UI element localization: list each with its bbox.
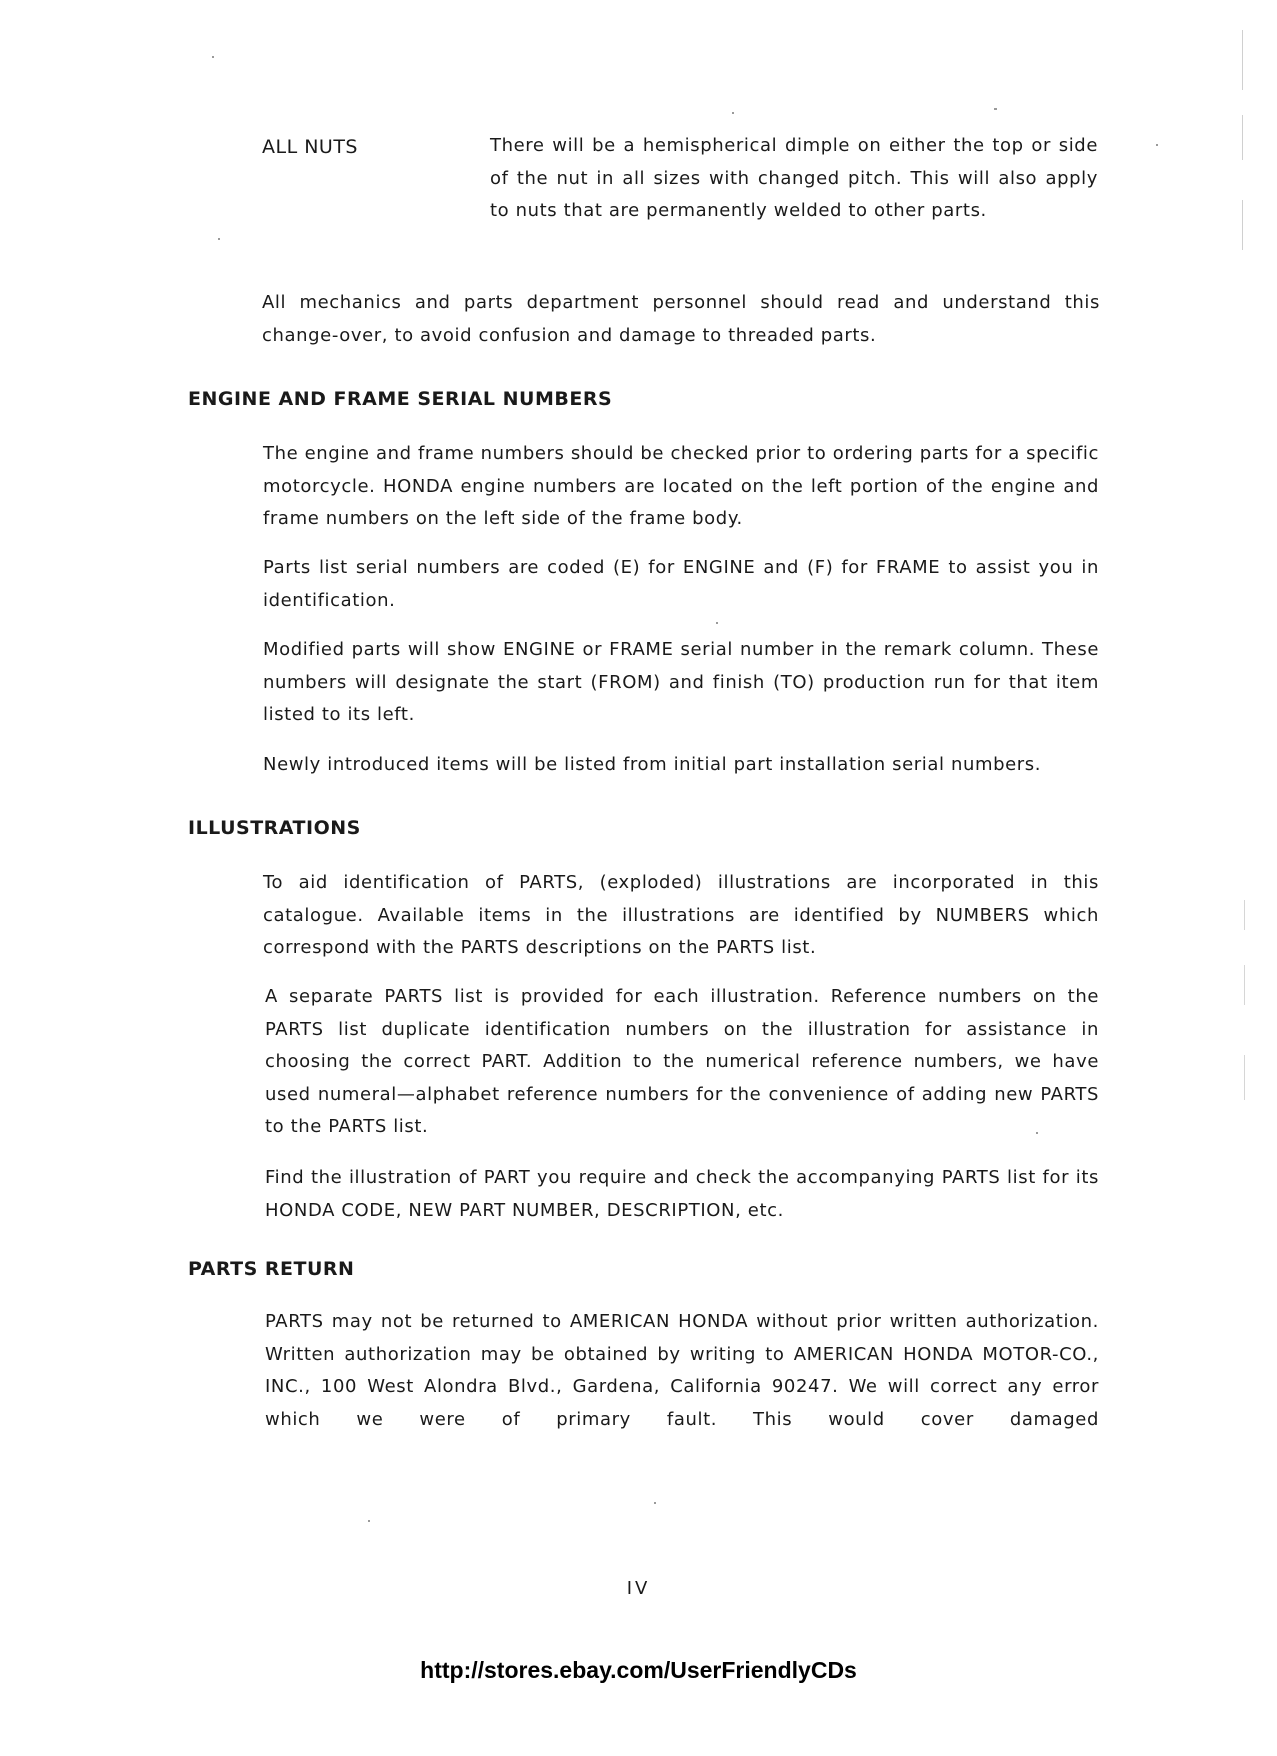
page-number: IV — [626, 1578, 651, 1599]
scan-edge-mark — [1244, 900, 1245, 930]
engine-frame-heading: ENGINE AND FRAME SERIAL NUMBERS — [188, 388, 613, 410]
scan-edge-mark — [1244, 965, 1245, 1005]
scan-edge-mark — [1244, 1055, 1245, 1100]
engine-frame-paragraph-3: Modified parts will show ENGINE or FRAME serial number in the remark column. These numbers will designate the start (FROM) and finish (TO) production run for that item listed to its left. — [263, 639, 1099, 725]
engine-frame-paragraph-1: The engine and frame numbers should be checked prior to ordering parts for a specific motorcycle. HONDA engine numbers are located on the left portion of the engine and frame numbers on the left side of the frame body. — [263, 443, 1099, 529]
scan-speck — [368, 1520, 370, 1522]
footer-url[interactable]: http://stores.ebay.com/UserFriendlyCDs — [420, 1657, 857, 1683]
engine-frame-paragraph-4: Newly introduced items will be listed from initial part installation serial numbers. — [263, 754, 1042, 775]
scan-speck — [716, 622, 718, 624]
scan-edge-mark — [1242, 115, 1243, 160]
parts-return-paragraph: PARTS may not be returned to AMERICAN HONDA without prior written authorization. Written authorization may be obtained by writing to AMERICAN HONDA MOTOR-CO., INC., 100 West Alondra Blvd., Gardena, California 90247. We will correct any error which we were of primary fault. This would cover damaged — [265, 1311, 1099, 1430]
scan-speck — [212, 56, 214, 58]
scan-edge-mark — [1242, 30, 1243, 90]
illustrations-paragraph-2: A separate PARTS list is provided for each illustration. Reference numbers on the PARTS list duplicate identification numbers on the illustration for assistance in choosing the correct PART. Addition to the numerical reference numbers, we have used numeral—alphabet reference numbers for the convenience of adding new PARTS to the PARTS list. — [265, 986, 1099, 1137]
parts-return-heading: PARTS RETURN — [188, 1258, 355, 1280]
scan-speck — [218, 238, 220, 240]
scan-edge-mark — [1242, 200, 1243, 250]
all-nuts-text: There will be a hemispherical dimple on either the top or side of the nut in all sizes with changed pitch. This will also apply to nuts that are permanently welded to other parts. — [490, 135, 1098, 221]
illustrations-heading: ILLUSTRATIONS — [188, 817, 361, 839]
illustrations-paragraph-1: To aid identification of PARTS, (exploded) illustrations are incorporated in this catalogue. Available items in the illustrations are identified by NUMBERS which correspond with the PARTS descriptions on the PARTS list. — [263, 872, 1099, 958]
scan-speck — [994, 108, 997, 110]
all-nuts-label: ALL NUTS — [262, 136, 358, 158]
scan-speck — [732, 112, 734, 114]
engine-frame-paragraph-2: Parts list serial numbers are coded (E) for ENGINE and (F) for FRAME to assist you in identification. — [263, 557, 1099, 611]
scan-speck — [1156, 144, 1158, 146]
illustrations-paragraph-3: Find the illustration of PART you require and check the accompanying PARTS list for its HONDA CODE, NEW PART NUMBER, DESCRIPTION, etc. — [265, 1167, 1099, 1221]
scan-speck — [1036, 1132, 1038, 1134]
scan-speck — [654, 1502, 656, 1504]
changeover-paragraph: All mechanics and parts department personnel should read and understand this change-over, to avoid confusion and damage to threaded parts. — [262, 292, 1100, 346]
